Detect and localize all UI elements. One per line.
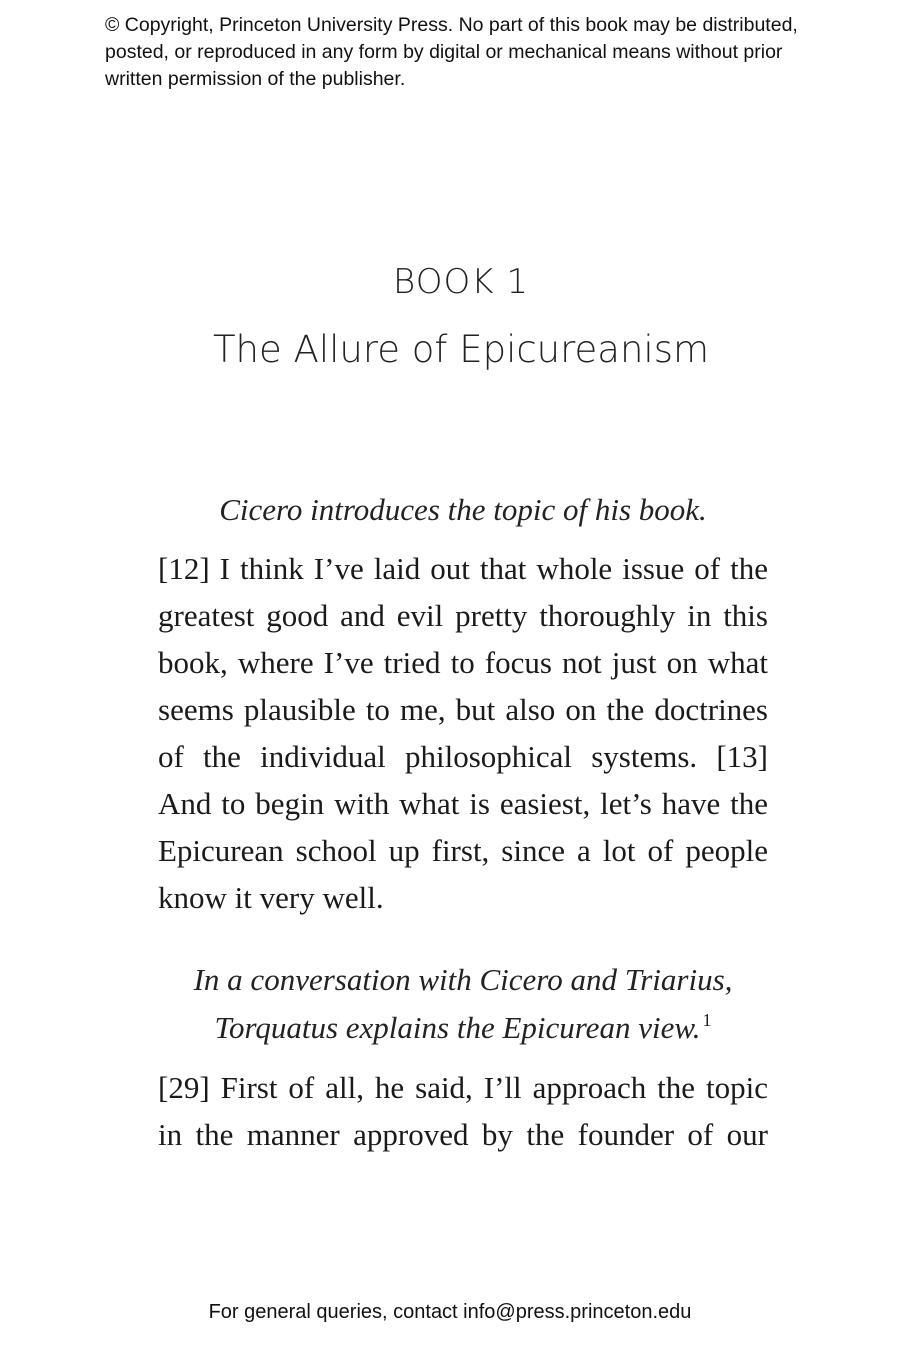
body-paragraph: [12] I think I’ve laid out that whole issue of the greatest good and evil pretty thoroughly in this book, where I’ve tried to focus not just on what seems plausible to me, but also on the doctrines of the individual philosophical systems. [13] And to begin with what is easiest, let’s have the Epicurean school up first, since a lot of people know it very well. (158, 551, 768, 915)
copyright-notice: © Copyright, Princeton University Press. No part of this book may be distributed, posted, or reproduced in any form by digital or mechanical means without prior written permission of the publisher. (105, 14, 798, 90)
book-label: BOOK 1 (393, 262, 529, 302)
section-summary (158, 486, 768, 534)
section-summary (158, 956, 768, 1052)
footnote-marker[interactable]: 1 (702, 1010, 712, 1030)
body-paragraph: [29] First of all, he said, I’ll approach the topic in the manner approved by the founder of our (158, 1070, 768, 1152)
footer-contact: For general queries, contact info@press.princeton.edu (208, 1301, 692, 1323)
section-summary-text: In a conversation with Cicero and Triarius, Torquatus explains the Epicurean view. (193, 962, 733, 1045)
chapter-title: The Allure of Epicureanism (212, 328, 710, 371)
section-summary-text: Cicero introduces the topic of his book. (219, 492, 707, 527)
